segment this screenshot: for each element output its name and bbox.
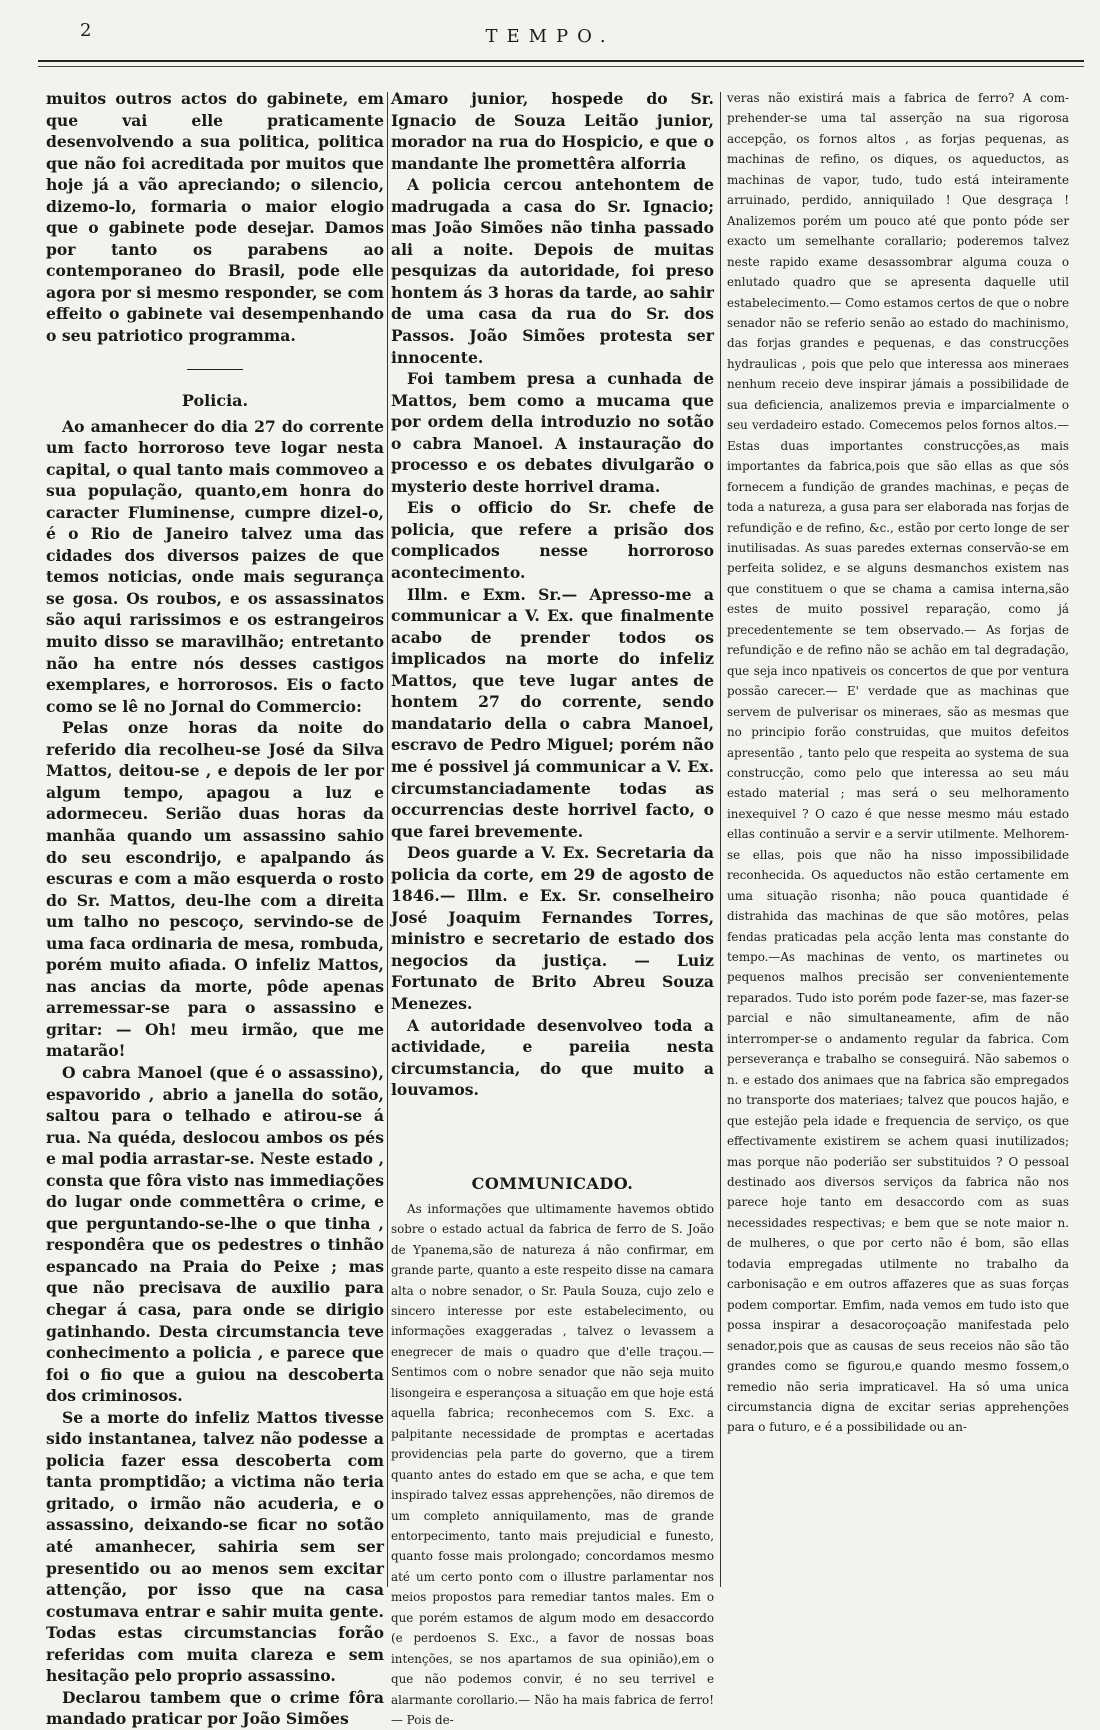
section-title-communicado: COMMUNICADO. [471, 1173, 634, 1193]
communicado-text: As informações que ultimamente havemos obtido sobre o estado actual da fabrica de ferro de S. João de Ypanema,são de natureza á não confirmar, em grande parte, quanto a este respeito disse na camara alta o nobre senador, o Sr. Paula Souza, cujo zelo e sincero interesse por este estabelecimento, ou informações exaggeradas , talvez o levassem a enegrecer de mais o quadro que d'elle traçou.— Sentimos com o nobre senador que não seja muito lisongeira e esperançosa a situação em que hoje está aquella fabrica; reconhecemos com S. Exc. a palpitante necessidade de promptas e acertadas providencias pela parte do governo, que a tirem quanto antes do estado em que se acha, e que tem inspirado talvez essas apprehenções, não diremos de um completo anniquilamento, mas de grande entorpecimento, tanto mais prejudicial e funesto, quanto fosse mais prolongado; concordamos mesmo até um certo ponto com o illustre parlamentar nos meios propostos para remediar tantos males. Em o que porém estamos de algum modo em desaccordo (e perdoenos S. Exc., a favor de nossas boas intenções, se nos apartamos de sua opinião),em o que não podemos convir, é no seu terrivel e alarmante corollario.— Não ha mais fabrica de ferro!— Pois de- [391, 1201, 714, 1728]
article-paragraph: Declarou tambem que o crime fôra mandado praticar por João Simões [46, 1687, 384, 1729]
newspaper-title: TEMPO. [485, 26, 615, 47]
column-2 [391, 88, 714, 1728]
article-paragraph: Ao amanhecer do dia 27 do corrente um facto horroroso teve logar nesta capital, o qual tanto mais commoveo a sua população, quanto,em honra do caracter Fluminense, cumpre dizel-o, é o Rio de Janeiro talvez uma das cidades dos diversos paizes de que temos noticias, onde mais segurança se gosa. Os roubos, e os assassinatos são aqui rarissimos e os estrangeiros muito disso se maravilhão; entretanto não ha entre nós desses castigos exemplares, e horrorosos. Eis o facto como se lê no Jornal do Commercio: [46, 416, 384, 716]
article-paragraph: Eis o officio do Sr. chefe de policia, que refere a prisão dos complicados nesse horroroso acontecimento. [391, 498, 714, 583]
column-rule-1 [387, 92, 388, 1587]
official-letter: Illm. e Exm. Sr.— Apresso-me a communicar a V. Ex. que finalmente acabo de prender todos os implicados na morte do infeliz Mattos, que teve lugar antes de hontem 27 do corrente, sendo mandatario della o cabra Manoel, escravo de Pedro Miguel; porém não me é possivel já communicar a V. Ex. circumstanciadamente todas as occurrencias deste horrivel facto, o que farei brevemente. [391, 584, 714, 841]
article-paragraph: Foi tambem presa a cunhada de Mattos, bem como a mucama que por ordem della introduzio no sotão o cabra Manoel. A instauração do processo e os debates divulgarão o mysterio deste horrivel drama. [391, 369, 714, 496]
masthead-rule [38, 60, 1084, 67]
page-number: 2 [80, 20, 92, 41]
masthead [0, 0, 1100, 70]
article-paragraph: O cabra Manoel (que é o assassino), espavorido , abrio a janella do sotão, saltou para o telhado e atirou-se á rua. Na quéda, deslocou ambos os pés e mal podia arrastar-se. Neste estado , consta que fôra visto nas immediações do lugar onde commettêra o crime, e que perguntando-se-lhe o que tinha , respondêra que os pedestres o tinhão espancado na Praia do Peixe ; mas que não precisava de auxilio para chegar á casa, para onde se dirigio gatinhando. Desta circumstancia teve conhecimento a policia , e parece que foi o fio que a guiou na descoberta dos criminosos. [46, 1062, 385, 1406]
article-paragraph: A autoridade desenvolveo toda a actividade, e pareiia nesta circumstancia, do que muito a louvamos. [391, 1015, 714, 1100]
section-divider [187, 369, 243, 370]
article-paragraph: Se a morte do infeliz Mattos tivesse sido instantanea, talvez não podesse a policia fazer essa descoberta com tanta promptidão; a victima não teria gritado, o irmão não acuderia, e o assassino, deixando-se ficar no sotão até amanhecer, sahiria sem ser presentido ou ao menos sem excitar attenção, por isso que na casa costumava entrar e sahir muita gente. Todas estas circumstancias forão referidas com muita clareza e sem hesitação pelo proprio assassino. [46, 1407, 384, 1686]
article-paragraph: A policia cercou antehontem de madrugada a casa do Sr. Ignacio; mas João Simões não tinha passado ali a noite. Depois de muitas pesquizas da autoridade, foi preso hontem ás 3 horas da tarde, ao sahir de uma casa da rua do Sr. dos Passos. João Simões protesta ser innocente. [391, 175, 714, 367]
article-paragraph: Pelas onze horas da noite do referido dia recolheu-se José da Silva Mattos, deitou-se , e depois de ler por algum tempo, apagou a luz e adormeceu. Serião duas horas da manhãa quando um assassino sahio do seu escondrijo, e apalpando ás escuras e com a mão esquerda o rosto do Sr. Mattos, deu-lhe com a direita um talho no pescoço, servindo-se de uma faca ordinaria de mesa, rombuda, porém muito afiada. O infeliz Mattos, nas ancias da morte, pôde apenas arremessar-se para o assassino e gritar: — Oh! meu irmão, que me matarão! [46, 718, 384, 1061]
section-title-policia: Policia. [181, 390, 249, 410]
column-rule-2 [720, 92, 721, 1587]
article-paragraph: Amaro junior, hospede do Sr. Ignacio de Souza Leitão junior, morador na rua do Hospicio, e que o mandante lhe promettêra alforria [391, 89, 714, 173]
official-letter-signature: Deos guarde a V. Ex. Secretaria da policia da corte, em 29 de agosto de 1846.— Illm. e Ex. Sr. conselheiro José Joaquim Fernandes Torres, ministro e secretario de estado dos negocios da justiça. — Luiz Fortunato de Brito Abreu Souza Menezes. [391, 843, 714, 1013]
communicado-continuation: veras não existirá mais a fabrica de ferro? A com-prehender-se uma tal asserção na sua rigorosa accepção, os fornos altos , as forjas pequenas, as machinas de refino, os diques, os aqueductos, as machinas de vapor, tudo, tudo está inteiramente arruinado, perdido, anniquilado ! Que desgraça ! Analizemos porém um pouco até que ponto póde ser exacto um semelhante corallario; poderemos talvez neste rapido exame desassombrar alguma couza o enlutado quadro que se apresenta daquelle util estabelecimento.— Como estamos certos de que o nobre senador não se referio senão ao estado do machinismo, das forjas grandes e pequenas, e das construcções hydraulicas , pois que pelo que interessa aos mineraes nenhum receio deve inspirar jámais a possibilidade de sua deficiencia, analizemos previa e imparcialmente o seu verdadeiro estado. Comecemos pelos fornos altos.— Estas duas importantes construcções,as mais importantes da fabrica,pois que são ellas as que sós fornecem a fundição de grandes machinas, e peças de toda a natureza, a gusa para ser elaborada nas forjas de refundição e de refino, &c., estão por certo longe de ser inutilisadas. As suas paredes externas conservão-se em perfeita solidez, e se alguns desmanchos existem nas que constituem o que se chama a camisa interna,são estes de muito possivel reparação, como já precedentemente se tem observado.— As forjas de refundição e de refino não se achão em tal degradação, que seja inco npativeis os concertos de que por ventura possão carecer.— E' verdade que as machinas que servem de pulverisar os mineraes, são as mesmas que no principio forão construidas, que muitos defeitos apresentão , tanto pelo que respeita ao systema de sua construcção, como pelo que interessa ao seu máu estado material ; mas será o seu melhoramento inexequivel ? O cazo é que nesse mesmo máu estado ellas continuão a servir e a servir utilmente. Melhorem-se ellas, pois que não ha nisso impossibilidade reconhecida. Os aqueductos não estão certamente em uma situação risonha; não pouca quantidade é distrahida das machinas de que são motôres, pelas fendas praticadas pela acção lenta mas constante do tempo.—As machinas de vento, os martinetes ou pequenos malhos precisão ser convenientemente reparados. Tudo isto porém pode fazer-se, mas fazer-se parcial e não simultaneamente, afim de não interromper-se o andamento regular da fabrica. Com perseverança e trabalho se conseguirá. Não sabemos o n. e estado dos animaes que na fabrica são empregados no transporte dos materiaes; talvez que poucos hajão, e que estejão pela idade e frequencia de serviço, os que effectivamente existirem se achem quasi inutilizados; mas porque não poderião ser substituidos ? O pessoal destinado aos diversos serviços da fabrica não nos parece hoje tanto em desaccordo com as suas necessidades respectivas; e bem que se note maior n. de mulheres, o que por certo não é bom, são ellas todavia empregadas utilmente no trabalho da carbonisação e em outros affazeres que as suas forças podem comportar. Emfim, nada vemos em tudo isto que possa inspirar a desacoroçoação manifestada pelo senador,pois que as causas de seus receios não são tão grandes como se figurou,e quando mesmo fossem,o remedio não seria impraticavel. Ha só uma unica circumstancia digna de excitar serias apprehenções para o futuro, e é a possibilidade ou an- [727, 91, 1069, 1435]
intro-paragraph: muitos outros actos do gabinete, em que vai elle praticamente desenvolvendo a sua politica, politica que não foi acreditada por muitos que hoje já a vão apreciando; o silencio, dizemo-lo, formaria o maior elogio que o gabinete pode desejar. Damos por tanto os parabens ao contemporaneo do Brasil, pode elle agora por si mesmo responder, se com effeito o gabinete vai desempenhando o seu patriotico programma. [46, 89, 384, 346]
column-1 [46, 88, 385, 1729]
column-3 [727, 88, 1069, 1593]
